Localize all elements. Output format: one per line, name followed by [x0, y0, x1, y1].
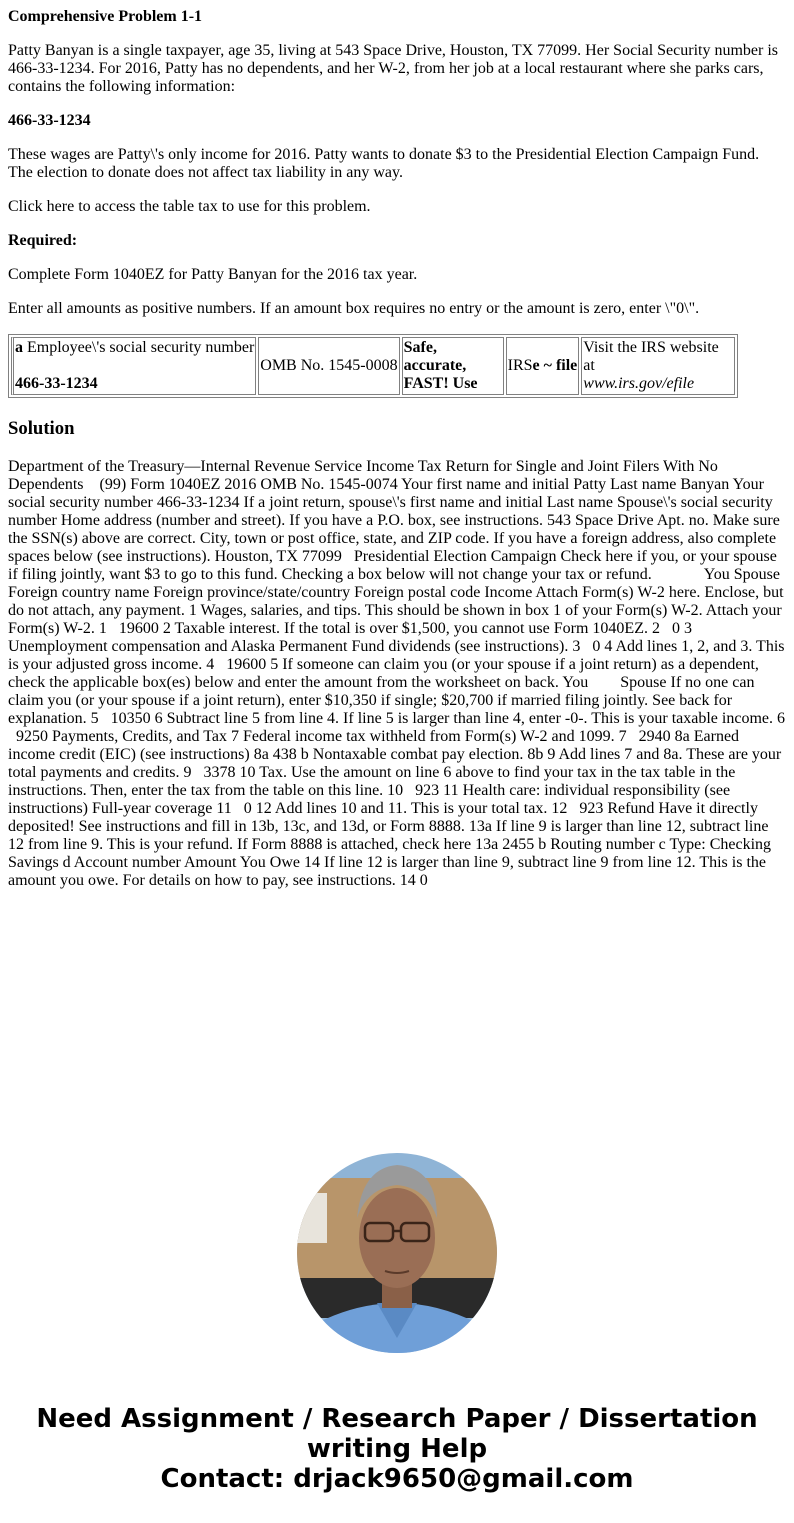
irs-efile-url[interactable]: www.irs.gov/efile: [583, 375, 695, 392]
required-text: Complete Form 1040EZ for Patty Banyan for the 2016 tax year.: [8, 266, 418, 283]
ssn-box-label: Employee\'s social security number: [23, 339, 255, 356]
ssn-box-value: 466-33-1234: [15, 375, 98, 392]
solution-body: Department of the Treasury—Internal Revenue Service Income Tax Return for Single and Joint Filers With No Dependents (99) Form 1040EZ 2016 OMB No. 1545-0074 Your first name and initial Patty Last name Banyan Your social security number 466-33-1234 If a joint return, spouse\'s first name and initial Last name Spouse\'s social security number Home address (number and street). If you have a P.O. box, see instructions. 543 Space Drive Apt. no. Make sure the SSN(s) above are correct. City, town or post office, state, and ZIP code. If you have a foreign address, also complete spaces below (see instructions). Houston, TX 77099 Presidential Election Campaign Check here if you, or your spouse if filing jointly, want $3 to go to this fund. Checking a box below will not change your tax or refund. You Spouse Foreign country name Foreign province/state/country Foreign postal code Income Attach Form(s) W-2 here. Enclose, but do not attach, any payment. 1 Wages, salaries, and tips. This should be shown in box 1 of your Form(s) W-2. Attach your Form(s) W-2. 1 19600 2 Taxable interest. If the total is over $1,500, you cannot use Form 1040EZ. 2 0 3 Unemployment compensation and Alaska Permanent Fund dividends (see instructions). 3 0 4 Add lines 1, 2, and 3. This is your adjusted gross income. 4 19600 5 If someone can claim you (or your spouse if a joint return) as a dependent, check the applicable box(es) below and enter the amount from the worksheet on back. You Spouse If no one can claim you (or your spouse if a joint return), enter $10,350 if single; $20,700 if married filing jointly. See back for explanation. 5 10350 6 Subtract line 5 from line 4. If line 5 is larger than line 4, enter -0-. This is your taxable income. 6 9250 Payments, Credits, and Tax 7 Federal income tax withheld from Form(s) W-2 and 1099. 7 2940 8a Earned income credit (EIC) (see instructions) 8a 438 b Nontaxable combat pay election. 8b 9 Add lines 7 and 8a. These are your total payments and credits. 9 3378 10 Tax. Use the amount on line 6 above to find your tax in the tax table in the instructions. Then, enter the tax from the table on this line. 10 923 11 Health care: individual responsibility (see instructions) Full-year coverage 11 0 12 Add lines 10 and 11. This is your total tax. 12 923 Refund Have it directly deposited! See instructions and fill in 13b, 13c, and 13d, or Form 8888. 13a If line 9 is larger than line 12, subtract line 12 from line 9. This is your refund. If Form 8888 is attached, check here 13a 2455 b Routing number c Type: Checking Savings d Account number Amount You Owe 14 If line 12 is larger than line 9, subtract line 9 from line 12. This is the amount you owe. For details on how to pay, see instructions. 14 0: [8, 458, 785, 889]
promo-contact[interactable]: Contact: drjack9650@gmail.com: [160, 1464, 634, 1494]
problem-intro: Patty Banyan is a single taxpayer, age 35, living at 543 Space Drive, Houston, TX 77099. Her Social Security number is 466-33-1234. For 2016, Patty has no dependents, and her W-2, from her job at a local restaurant where she parks cars, contains the following information:: [8, 42, 779, 95]
wages-note: These wages are Patty\'s only income for 2016. Patty wants to donate $3 to the Presidential Election Campaign Fund. The election to donate does not affect tax liability in any way.: [8, 146, 760, 181]
problem-ssn: 466-33-1234: [8, 112, 91, 129]
promo-line-1: Need Assignment / Research Paper / Dissertation: [36, 1404, 758, 1434]
problem-title: Comprehensive Problem 1-1: [8, 8, 203, 25]
irs-website-cell: [581, 337, 735, 395]
irs-efile-cell: [506, 337, 580, 395]
omb-cell: OMB No. 1545-0008: [258, 337, 399, 395]
promo-line-2: writing Help: [306, 1434, 488, 1464]
w2-header-table: [8, 334, 738, 398]
solution-heading: Solution: [8, 418, 75, 439]
avatar: [297, 1153, 497, 1353]
safe-accurate-cell: Safe, accurate, FAST! Use: [402, 337, 504, 395]
w2-header-row: [11, 337, 735, 395]
amount-instructions: Enter all amounts as positive numbers. If an amount box requires no entry or the amount is zero, enter \"0\".: [8, 300, 700, 317]
promo-banner: [0, 1404, 794, 1494]
employee-ssn-cell: [11, 337, 256, 395]
efile-label: e ~ file: [532, 357, 578, 374]
irs-label: IRS: [507, 357, 533, 374]
visit-text: Visit the IRS website at: [583, 339, 719, 374]
author-photo-icon: [297, 1153, 497, 1353]
ssn-box-letter: a: [15, 339, 23, 356]
required-label: Required:: [8, 232, 78, 249]
tax-table-link[interactable]: Click here to access the table tax to use for this problem.: [8, 198, 371, 215]
